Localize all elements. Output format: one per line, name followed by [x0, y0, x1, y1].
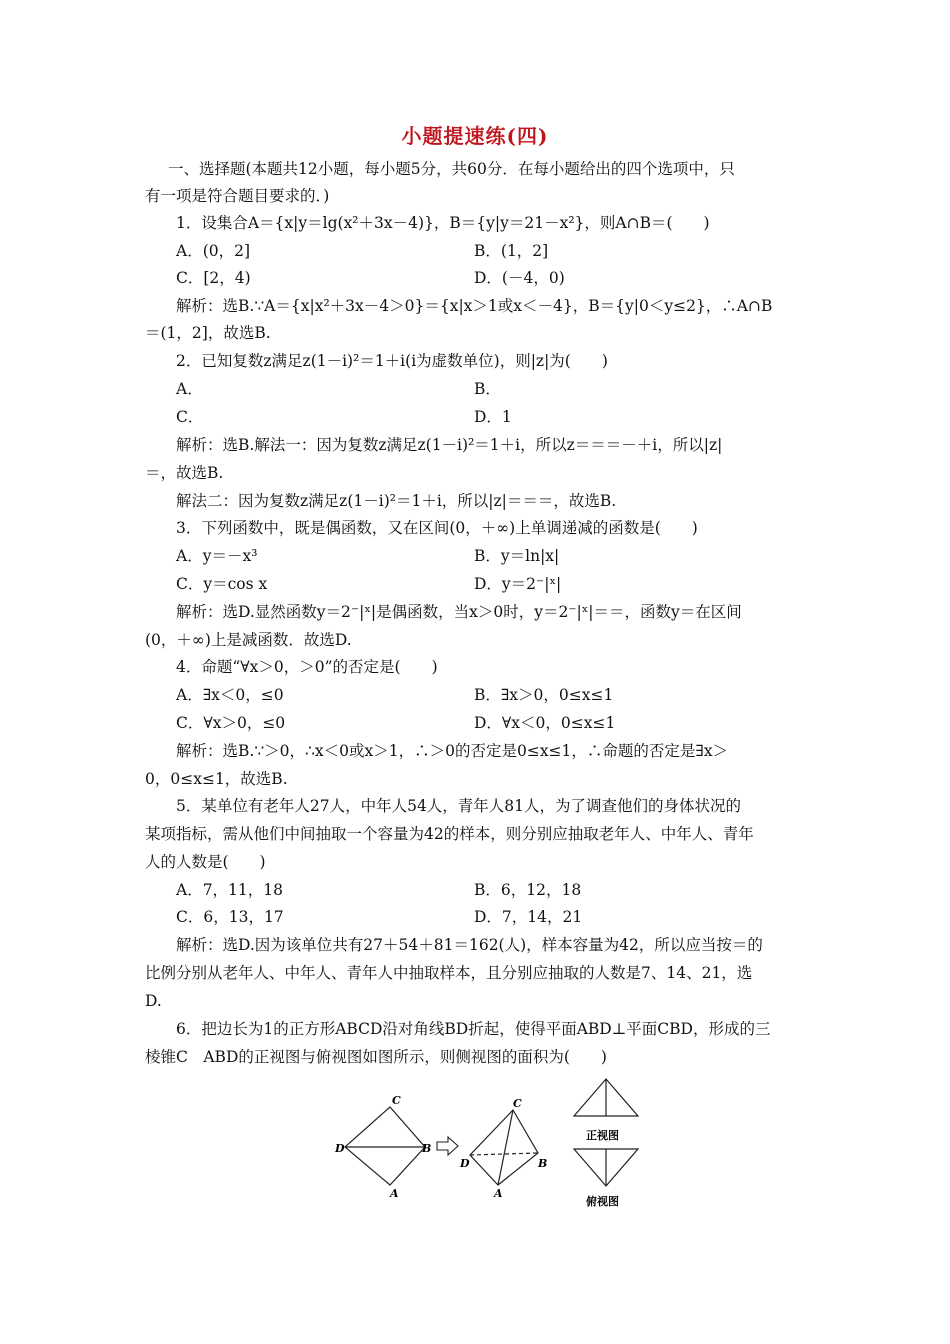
q5-option-a: A．7，11，18 — [176, 881, 284, 899]
q5-stem-line-3: 人的人数是( ) — [145, 853, 266, 871]
front-view-label: 正视图 — [586, 1129, 619, 1142]
q5-solution-line-3: D. — [145, 992, 162, 1010]
q5-option-d: D．7，14，21 — [474, 908, 583, 926]
q5-solution-line-1: 解析：选D.因为该单位共有27＋54＋81＝162(人)，样本容量为42，所以应当按＝的 — [176, 936, 763, 954]
figure-label-c-2: C — [513, 1097, 522, 1110]
figure-label-b: B — [422, 1142, 432, 1155]
q5-stem-line-1: 5．某单位有老年人27人，中年人54人，青年人81人，为了调查他们的身体状况的 — [176, 797, 742, 815]
q3-option-b: B．y＝ln|x| — [474, 547, 560, 565]
q6-stem-line-2: 棱锥C ABD的正视图与俯视图如图所示，则侧视图的面积为( ) — [145, 1048, 607, 1066]
q4-option-a: A．∃x＜0，≤0 — [176, 686, 284, 704]
q2-option-b: B． — [474, 380, 501, 398]
arrow-right-icon — [437, 1137, 458, 1155]
q1-option-c: C．[2，4) — [176, 269, 251, 287]
q2-solution-line-1: 解析：选B.解法一：因为复数z满足z(1－i)²＝1＋i，所以z＝＝＝－＋i，所以|z| — [176, 436, 723, 454]
figure-label-a-2: A — [494, 1187, 503, 1200]
top-view-label: 俯视图 — [586, 1195, 619, 1208]
q4-solution-line-2: 0，0≤x≤1，故选B. — [145, 770, 288, 788]
q1-stem: 1．设集合A＝{x|y＝lg(x²＋3x－4)}，B＝{y|y＝21－x²}，则A∩B＝( ) — [176, 214, 710, 232]
front-view-diagram — [574, 1079, 638, 1116]
q2-option-a: A． — [176, 380, 203, 398]
q3-solution-line-2: (0，＋∞)上是减函数．故选D. — [145, 631, 352, 649]
figure-label-a: A — [390, 1187, 399, 1200]
q4-stem: 4．命题“∀x＞0，＞0”的否定是( ) — [176, 658, 438, 676]
q1-option-b: B．(1，2] — [474, 242, 549, 260]
q4-solution-line-1: 解析：选B.∵＞0，∴x＜0或x＞1，∴＞0的否定是0≤x≤1，∴命题的否定是∃x＞ — [176, 742, 729, 760]
q3-option-c: C．y＝cos x — [176, 575, 268, 593]
pyramid-diagram — [470, 1110, 538, 1185]
q2-stem: 2．已知复数z满足z(1－i)²＝1＋i(i为虚数单位)，则|z|为( ) — [176, 352, 608, 370]
q5-option-b: B．6，12，18 — [474, 881, 582, 899]
q3-option-d: D．y＝2⁻|ˣ| — [474, 575, 562, 593]
q2-option-c: C． — [176, 408, 204, 426]
figure-label-c: C — [392, 1094, 401, 1107]
top-view-diagram — [574, 1149, 638, 1186]
q1-option-a: A．(0，2] — [176, 242, 251, 260]
q2-option-d: D．1 — [474, 408, 512, 426]
q1-solution-line-1: 解析：选B.∵A＝{x|x²＋3x－4＞0}＝{x|x＞1或x＜－4}，B＝{y|0＜y≤2}，∴A∩B — [176, 297, 773, 315]
q4-option-b: B．∃x＞0，0≤x≤1 — [474, 686, 614, 704]
q5-option-c: C．6，13，17 — [176, 908, 284, 926]
q1-solution-line-2: ＝(1，2]，故选B. — [145, 324, 271, 342]
square-diagram — [345, 1107, 425, 1185]
figure-label-b-2: B — [538, 1157, 548, 1170]
q5-stem-line-2: 某项指标，需从他们中间抽取一个容量为42的样本，则分别应抽取老年人、中年人、青年 — [145, 825, 754, 843]
page-title: 小题提速练(四) — [401, 124, 549, 148]
q5-solution-line-2: 比例分别从老年人、中年人、青年人中抽取样本，且分别应抽取的人数是7、14、21，选 — [145, 964, 753, 982]
figure-label-d: D — [335, 1142, 345, 1155]
intro-line-2: 有一项是符合题目要求的．) — [145, 187, 330, 205]
q2-solution-line-2: ＝，故选B. — [145, 464, 224, 482]
geometry-figure — [330, 1077, 650, 1212]
q1-option-d: D．(－4，0) — [474, 269, 565, 287]
q4-option-c: C．∀x＞0，≤0 — [176, 714, 286, 732]
intro-line-1: 一、选择题(本题共12小题，每小题5分，共60分．在每小题给出的四个选项中，只 — [168, 160, 735, 178]
q3-stem: 3．下列函数中，既是偶函数，又在区间(0，＋∞)上单调递减的函数是( ) — [176, 519, 698, 537]
q3-option-a: A．y＝－x³ — [176, 547, 258, 565]
q3-solution-line-1: 解析：选D.显然函数y＝2⁻|ˣ|是偶函数，当x＞0时，y＝2⁻|ˣ|＝＝，函数y＝在区间 — [176, 603, 742, 621]
figure-label-d-2: D — [460, 1157, 470, 1170]
q6-stem-line-1: 6．把边长为1的正方形ABCD沿对角线BD折起，使得平面ABD⊥平面CBD，形成的三 — [176, 1020, 771, 1038]
q4-option-d: D．∀x＜0，0≤x≤1 — [474, 714, 616, 732]
q2-solution-line-3: 解法二：因为复数z满足z(1－i)²＝1＋i，所以|z|＝＝＝，故选B. — [176, 492, 617, 510]
